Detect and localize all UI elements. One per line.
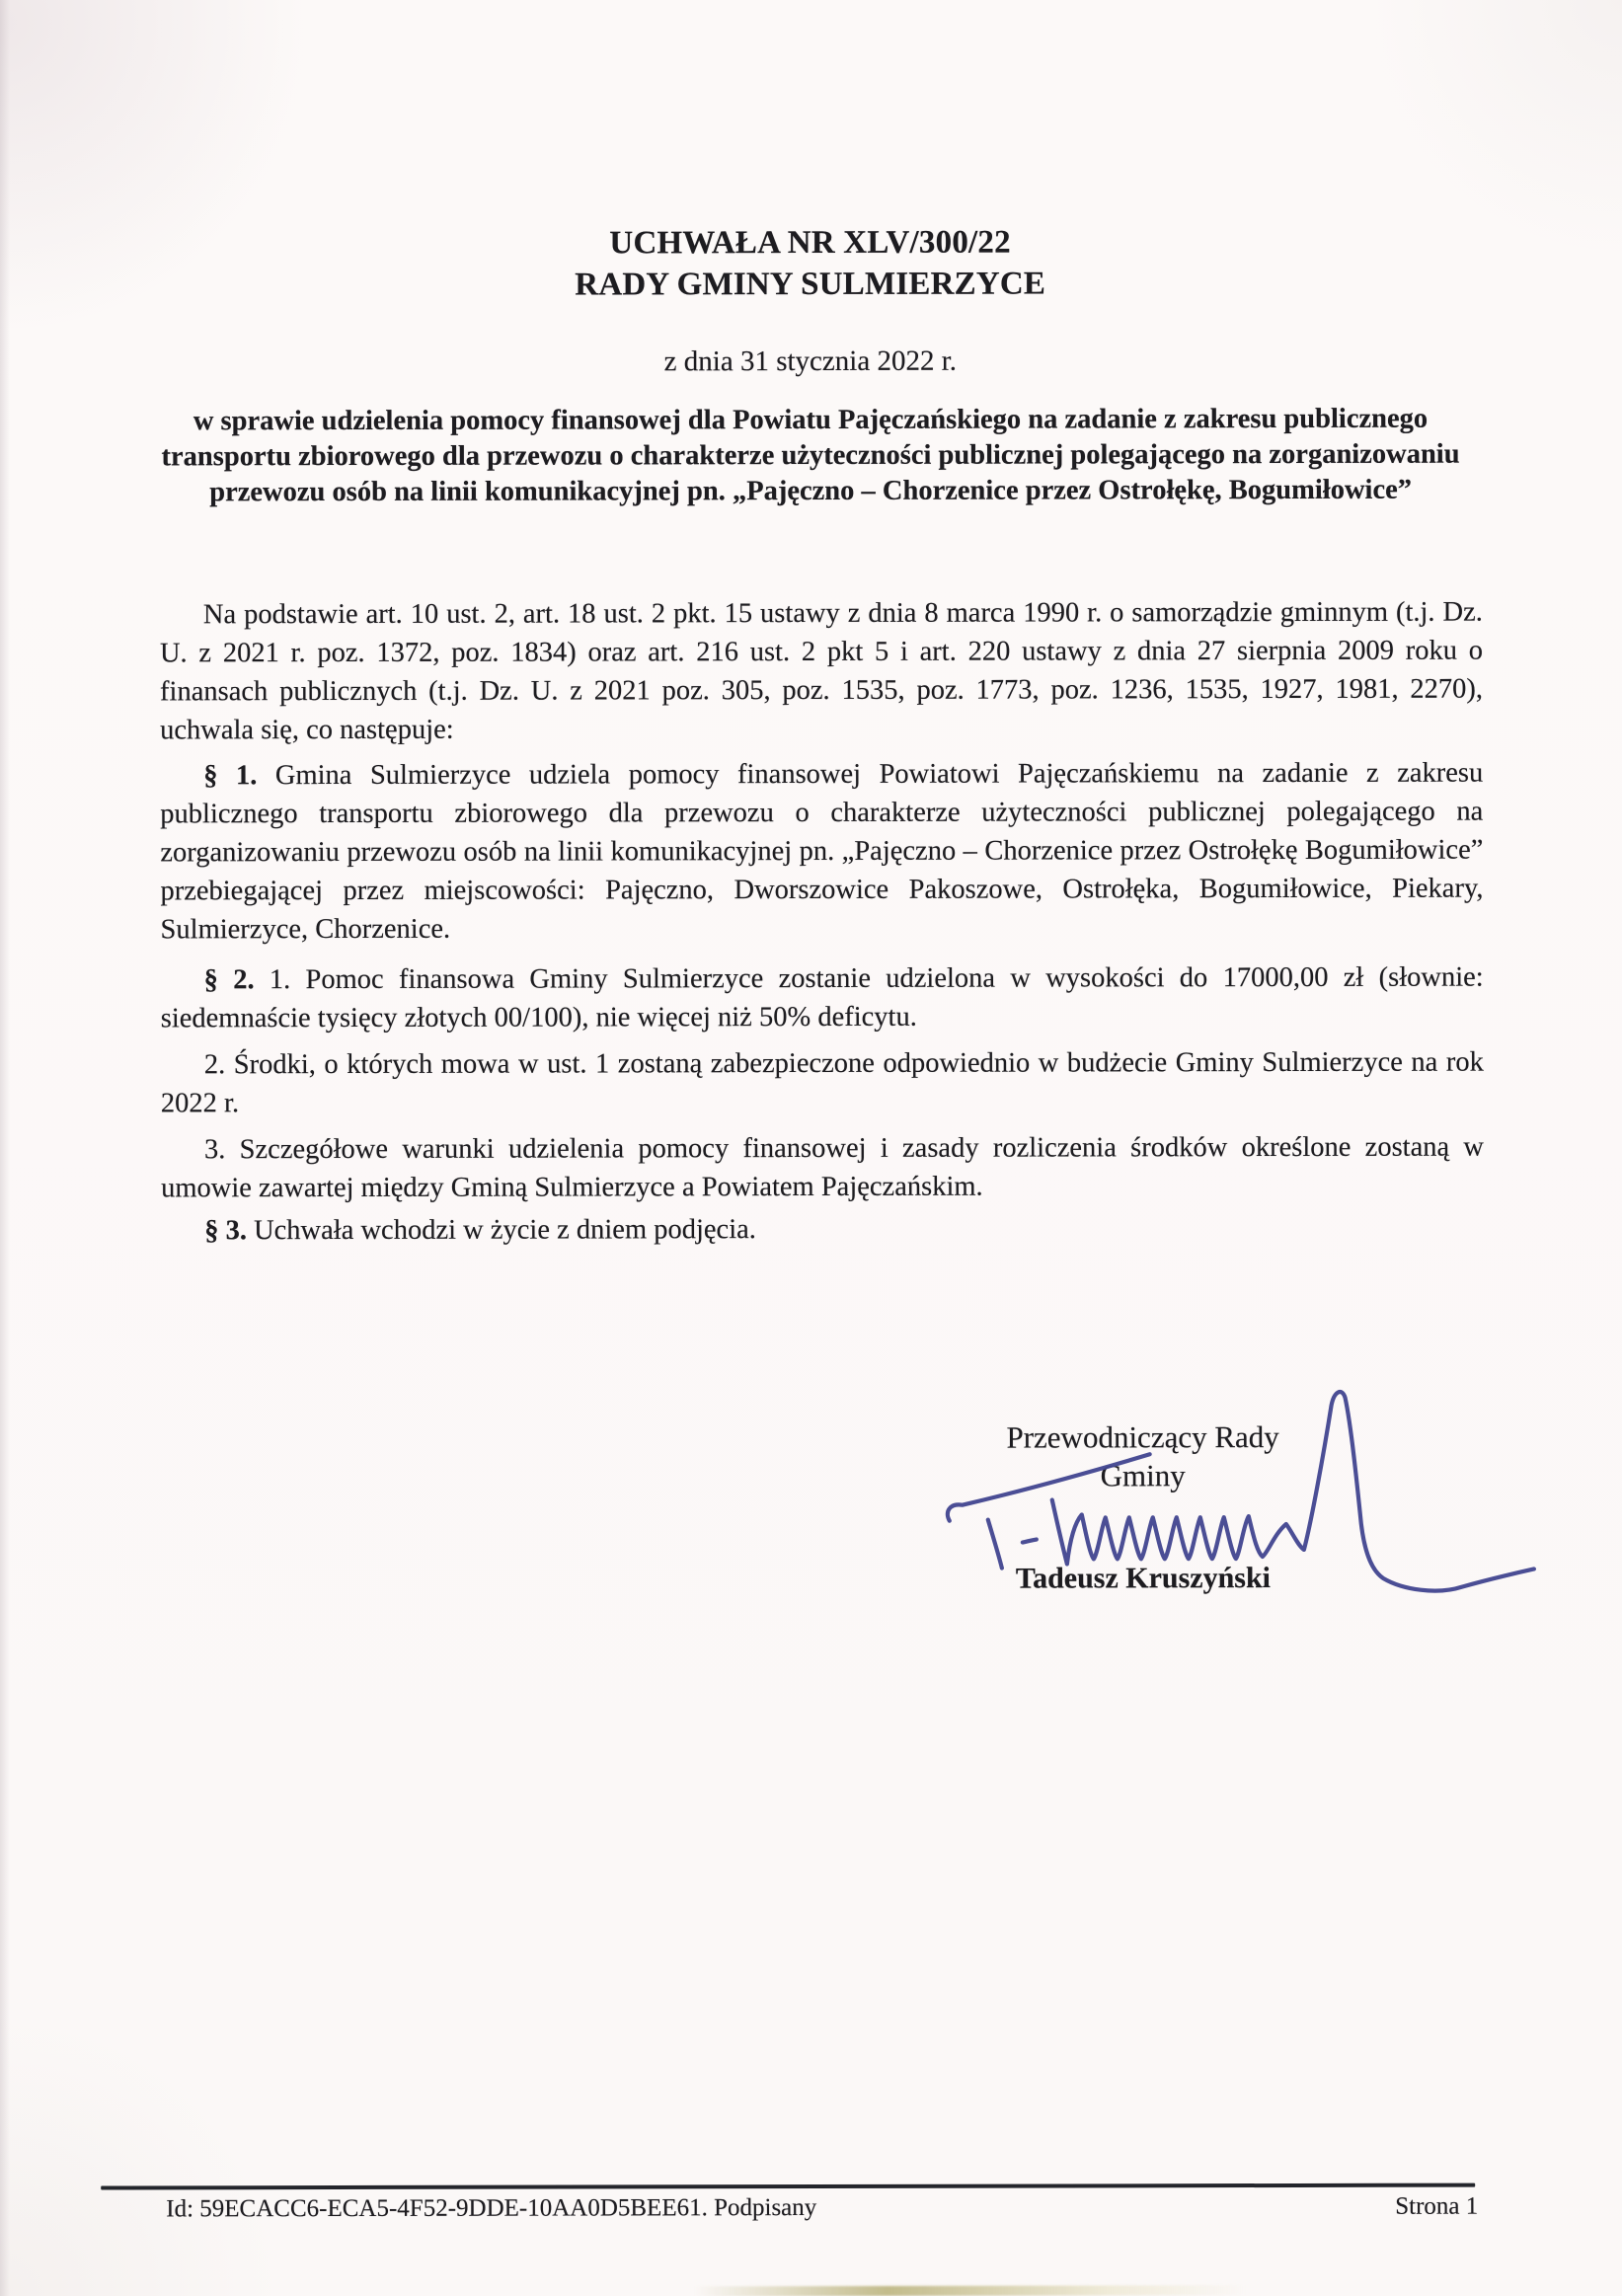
section-text: Gmina Sulmierzyce udziela pomocy finansowej Powiatowi Pajęczańskiemu na zadanie z zakresu publicznego transportu zbiorowego dla przewozu o charakterze użyteczności publicznej polegającego na zorganizowaniu przewozu osób na linii komunikacyjnej pn. „Pajęczno – Chorzenice przez Ostrołękę Bogumiłowice” przebiegającej przez miejscowości: Pajęczno, Dworszowice Pakoszowe, Ostrołęka, Bogumiłowice, Piekary, Sulmierzyce, Chorzenice. bbox=[160, 757, 1484, 946]
section-text: 1. Pomoc finansowa Gminy Sulmierzyce zostanie udzielona w wysokości do 17000,00 zł (słownie: siedemnaście tysięcy złotych 00/100), nie więcej niż 50% deficytu. bbox=[160, 961, 1484, 1034]
resolution-title-block bbox=[146, 221, 1474, 307]
footer-page-number: Strona 1 bbox=[1395, 2192, 1479, 2220]
scan-artifact-smudge bbox=[693, 2285, 1246, 2296]
signature-role-line1: Przewodniczący Rady bbox=[1006, 1419, 1279, 1455]
resolution-subject: w sprawie udzielenia pomocy finansowej dla Powiatu Pajęczańskiego na zadanie z zakresu publicznego transportu zbiorowego dla przewozu o charakterze użyteczności publicznej polegającego na zorganizowaniu przewozu osób na linii komunikacyjnej pn. „Pajęczno – Chorzenice przez Ostrołękę, Bogumiłowice” bbox=[161, 403, 1460, 508]
issuing-body: RADY GMINY SULMIERZYCE bbox=[575, 266, 1046, 303]
signature-dash-stroke bbox=[1023, 1540, 1037, 1543]
section-paragraph-2 bbox=[161, 958, 1484, 1038]
section-marker: § 2. bbox=[203, 964, 255, 996]
footer-divider-line bbox=[101, 2183, 1475, 2190]
handwritten-signature bbox=[938, 1375, 1571, 1643]
signer-name: Tadeusz Kruszyński bbox=[1015, 1562, 1272, 1595]
section-text: 3. Szczegółowe warunki udzielenia pomocy finansowej i zasady rozliczenia środków określone zostaną w umowie zawartej między Gminą Sulmierzyce a Powiatem Pajęczańskim. bbox=[161, 1131, 1485, 1204]
section-paragraph-4 bbox=[161, 1128, 1484, 1208]
section-text: 2. Środki, o których mowa w ust. 1 zostaną zabezpieczone odpowiednio w budżecie Gminy Sulmierzyce na rok 2022 r. bbox=[160, 1046, 1484, 1119]
section-marker: § 1. bbox=[203, 760, 258, 792]
section-paragraph-1 bbox=[160, 754, 1483, 950]
resolution-date: z dnia 31 stycznia 2022 r. bbox=[663, 344, 958, 378]
section-marker: § 3. bbox=[204, 1215, 247, 1247]
footer-document-id: Id: 59ECACC6-ECA5-4F52-9DDE-10AA0D5BEE61. Podpisany bbox=[166, 2193, 817, 2223]
signature-role-line2: Gminy bbox=[1100, 1458, 1186, 1493]
signature-crossbar-stroke bbox=[948, 1454, 1150, 1520]
signature-t-stem-stroke bbox=[988, 1520, 1002, 1569]
section-paragraph-5 bbox=[161, 1209, 1484, 1251]
resolution-number: UCHWAŁA NR XLV/300/22 bbox=[609, 224, 1011, 262]
section-paragraph-3 bbox=[161, 1043, 1484, 1123]
section-text: Uchwała wchodzi w życie z dniem podjęcia. bbox=[254, 1214, 756, 1247]
legal-basis-paragraph: Na podstawie art. 10 ust. 2, art. 18 ust. 2 pkt. 15 ustawy z dnia 8 marca 1990 r. o samorządzie gminnym (t.j. Dz. U. z 2021 r. poz. 1372, poz. 1834) oraz art. 216 ust. 2 pkt 5 i art. 220 ustawy z dnia 27 sierpnia 2009 roku o finansach publicznych (t.j. Dz. U. z 2021 poz. 305, poz. 1535, poz. 1773, poz. 1236, 1535, 1927, 1981, 2270), uchwala się, co następuje: bbox=[159, 596, 1484, 746]
